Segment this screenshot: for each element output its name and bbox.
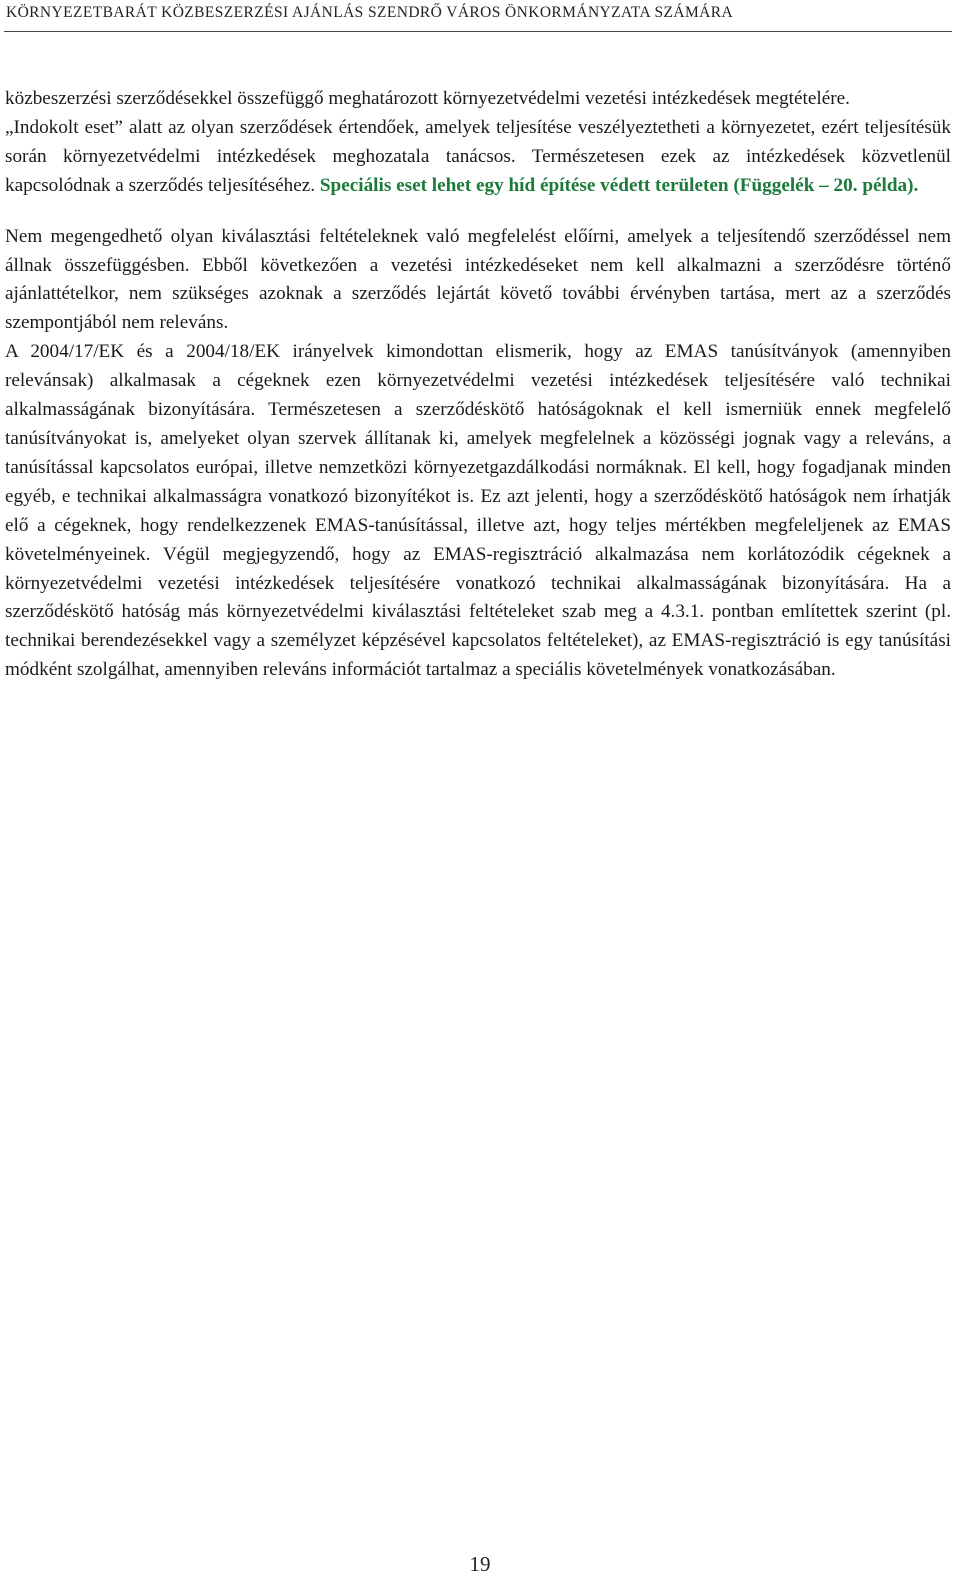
paragraph-text: A 2004/17/EK és a 2004/18/EK irányelvek kimondottan elismerik, hogy az EMAS tanúsítványok (amennyiben relevánsak) alkalmasak a cégeknek ezen környezetvédelmi vezetési intézkedések teljesítésére való technikai alkalmasságának bizonyítására. Természetesen a szerződéskötő hatóságoknak el kell ismerniük ennek megfelelő tanúsítványokat is, amelyeket olyan szervek állítanak ki, amelyek megfelelnek a közösségi jognak vagy a releváns, a tanúsítással kapcsolatos európai, illetve nemzetközi környezetgazdálkodási normáknak. El kell, hogy fogadjanak minden egyéb, e technikai alkalmasságra vonatkozó bizonyítékot is. Ez azt jelenti, hogy a szerződéskötő hatóságok nem írhatják elő a cégeknek, hogy rendelkezzenek EMAS-tanúsítással, illetve azt, hogy teljes mértékben megfeleljenek az EMAS követelményeinek. Végül megjegyzendő, hogy az EMAS-regisztráció alkalmazása nem korlátozódik cégeknek a környezetvédelmi vezetési intézkedések teljesítésére vonatkozó technikai alkalmasságának bizonyítására. Ha a szerződéskötő hatóság más környezetvédelmi kiválasztási feltételeket szab meg a 4.3.1. pontban említettek szerint (pl. technikai berendezésekkel vagy a személyzet képzésével kapcsolatos feltételeket), az EMAS-regisztráció is egy tanúsítási módként szolgálhat, amennyiben releváns információt tartalmaz a speciális követelmények vonatkozásában. (5, 341, 951, 681)
paragraph-emas (5, 338, 951, 685)
paragraph-text: Nem megengedhető olyan kiválasztási feltételeknek való megfelelést előírni, amelyek a teljesítendő szerződéssel nem állnak összefüggésben. Ebből következően a vezetési intézkedéseket nem kell alkalmazni a szerződésre történő ajánlattételkor, nem szükséges azoknak a szerződés lejártát követő további érvényben tartása, mert az a szerződés szempontjából nem releváns. (5, 225, 951, 334)
paragraph-text: „Indokolt eset” alatt az olyan szerződések értendőek, amelyek teljesítése veszélyeztetheti a környezetet, ezért teljesítésük során környezetvédelmi intézkedések meghozatala tanácsos. Természetesen ezek az intézkedések közvetlenül kapcsolódnak a szerződés teljesítéséhez. (5, 116, 951, 196)
example-highlight: Speciális eset lehet egy híd építése védett területen (Függelék – 20. példa). (319, 174, 919, 196)
running-header: KÖRNYEZETBARÁT KÖZBESZERZÉSI AJÁNLÁS SZENDRŐ VÁROS ÖNKORMÁNYZATA SZÁMÁRA (6, 4, 734, 21)
header-divider (4, 31, 952, 32)
paragraph-continuation (5, 85, 951, 114)
document-body (5, 85, 951, 685)
paragraph-text: közbeszerzési szerződésekkel összefüggő meghatározott környezetvédelmi vezetési intézkedések megtételére. (5, 88, 850, 109)
page-number: 19 (469, 1552, 491, 1576)
paragraph-indokolt-eset (5, 114, 951, 201)
paragraph-kivalasztasi-feltetelek (5, 223, 951, 339)
